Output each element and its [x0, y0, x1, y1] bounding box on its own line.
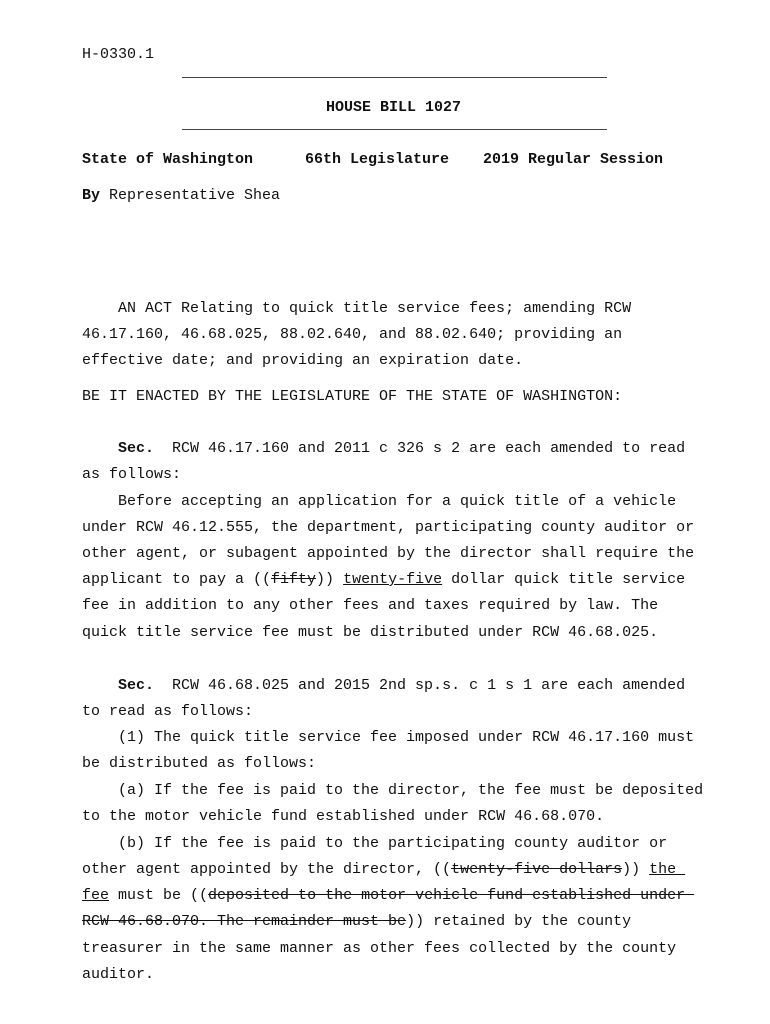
sec2-heading-line-1: [118, 677, 685, 694]
sec2-pb4-text-a: )) retained by the county: [406, 913, 632, 930]
sec1-label: Sec.: [118, 440, 155, 457]
sec2-heading-text: RCW 46.68.025 and 2015 2nd sp.s. c 1 s 1 are each amended: [154, 677, 686, 694]
bill-title: HOUSE BILL 1027: [326, 99, 462, 116]
sec1-l4-text-b: )): [316, 571, 344, 588]
sec2-pb-line-6: auditor.: [82, 966, 155, 983]
sec1-deleted-text: fifty: [271, 571, 317, 588]
sec1-heading-line-1: [118, 440, 685, 457]
sec2-p1-line-2: be distributed as follows:: [82, 755, 317, 772]
session-name: 2019 Regular Session: [483, 151, 664, 168]
sponsor-name: Representative Shea: [100, 187, 281, 204]
sec2-pa-line-2: to the motor vehicle fund established under RCW 46.68.070.: [82, 808, 605, 825]
sec1-inserted-text: twenty-five: [343, 571, 443, 588]
sec1-body-line-1: Before accepting an application for a quick title of a vehicle: [118, 493, 677, 510]
sec2-pa-line-1: (a) If the fee is paid to the director, the fee must be deposited: [118, 782, 704, 799]
sec2-pb3-text-a: must be ((: [109, 887, 209, 904]
sec1-l4-text-a: applicant to pay a ((: [82, 571, 272, 588]
sec1-body-line-6: quick title service fee must be distributed under RCW 46.68.025.: [82, 624, 659, 641]
sec2-inserted-text-1: the: [649, 861, 686, 878]
sec2-heading-line-2: to read as follows:: [82, 703, 254, 720]
sec1-body-line-3: other agent, or subagent appointed by the director shall require the: [82, 545, 695, 562]
sec1-body-line-2: under RCW 46.12.555, the department, participating county auditor or: [82, 519, 695, 536]
sec2-deleted-text-2: deposited to the motor vehicle fund established under: [208, 887, 695, 904]
sec2-pb2-text-b: )): [622, 861, 650, 878]
sec2-pb-line-1: (b) If the fee is paid to the participating county auditor or: [118, 835, 668, 852]
title-rule-top: [182, 77, 607, 78]
sec1-body-line-5: fee in addition to any other fees and taxes required by law. The: [82, 597, 659, 614]
state-name: State of Washington: [82, 151, 254, 168]
title-rule-bottom: [182, 129, 607, 130]
act-line-1: AN ACT Relating to quick title service fees; amending RCW: [118, 300, 632, 317]
sec1-heading-line-2: as follows:: [82, 466, 182, 483]
sec1-l4-text-c: dollar quick title service: [442, 571, 686, 588]
sec2-p1-line-1: (1) The quick title service fee imposed under RCW 46.17.160 must: [118, 729, 695, 746]
act-line-2: 46.17.160, 46.68.025, 88.02.640, and 88.02.640; providing an: [82, 326, 623, 343]
sec2-pb-line-2: [82, 861, 685, 878]
sec2-deleted-text-3: RCW 46.68.070. The remainder must be: [82, 913, 407, 930]
enacting-clause: BE IT ENACTED BY THE LEGISLATURE OF THE STATE OF WASHINGTON:: [82, 388, 623, 405]
sec2-label: Sec.: [118, 677, 155, 694]
sec2-deleted-text-1: twenty-five dollars: [451, 861, 623, 878]
sec2-pb2-text-a: other agent appointed by the director, ((: [82, 861, 452, 878]
legislature-name: 66th Legislature: [305, 151, 450, 168]
sponsor-line: [82, 187, 280, 204]
sec1-heading-text: RCW 46.17.160 and 2011 c 326 s 2 are each amended to read: [154, 440, 686, 457]
sponsor-by-label: By: [82, 187, 101, 204]
act-line-3: effective date; and providing an expiration date.: [82, 352, 524, 369]
sec2-pb-line-4: [82, 913, 631, 930]
sec1-body-line-4: [82, 571, 685, 588]
sec2-pb-line-3: [82, 887, 694, 904]
sec2-pb-line-5: treasurer in the same manner as other fees collected by the county: [82, 940, 677, 957]
document-id: H-0330.1: [82, 46, 155, 63]
sec2-inserted-text-2: fee: [82, 887, 110, 904]
